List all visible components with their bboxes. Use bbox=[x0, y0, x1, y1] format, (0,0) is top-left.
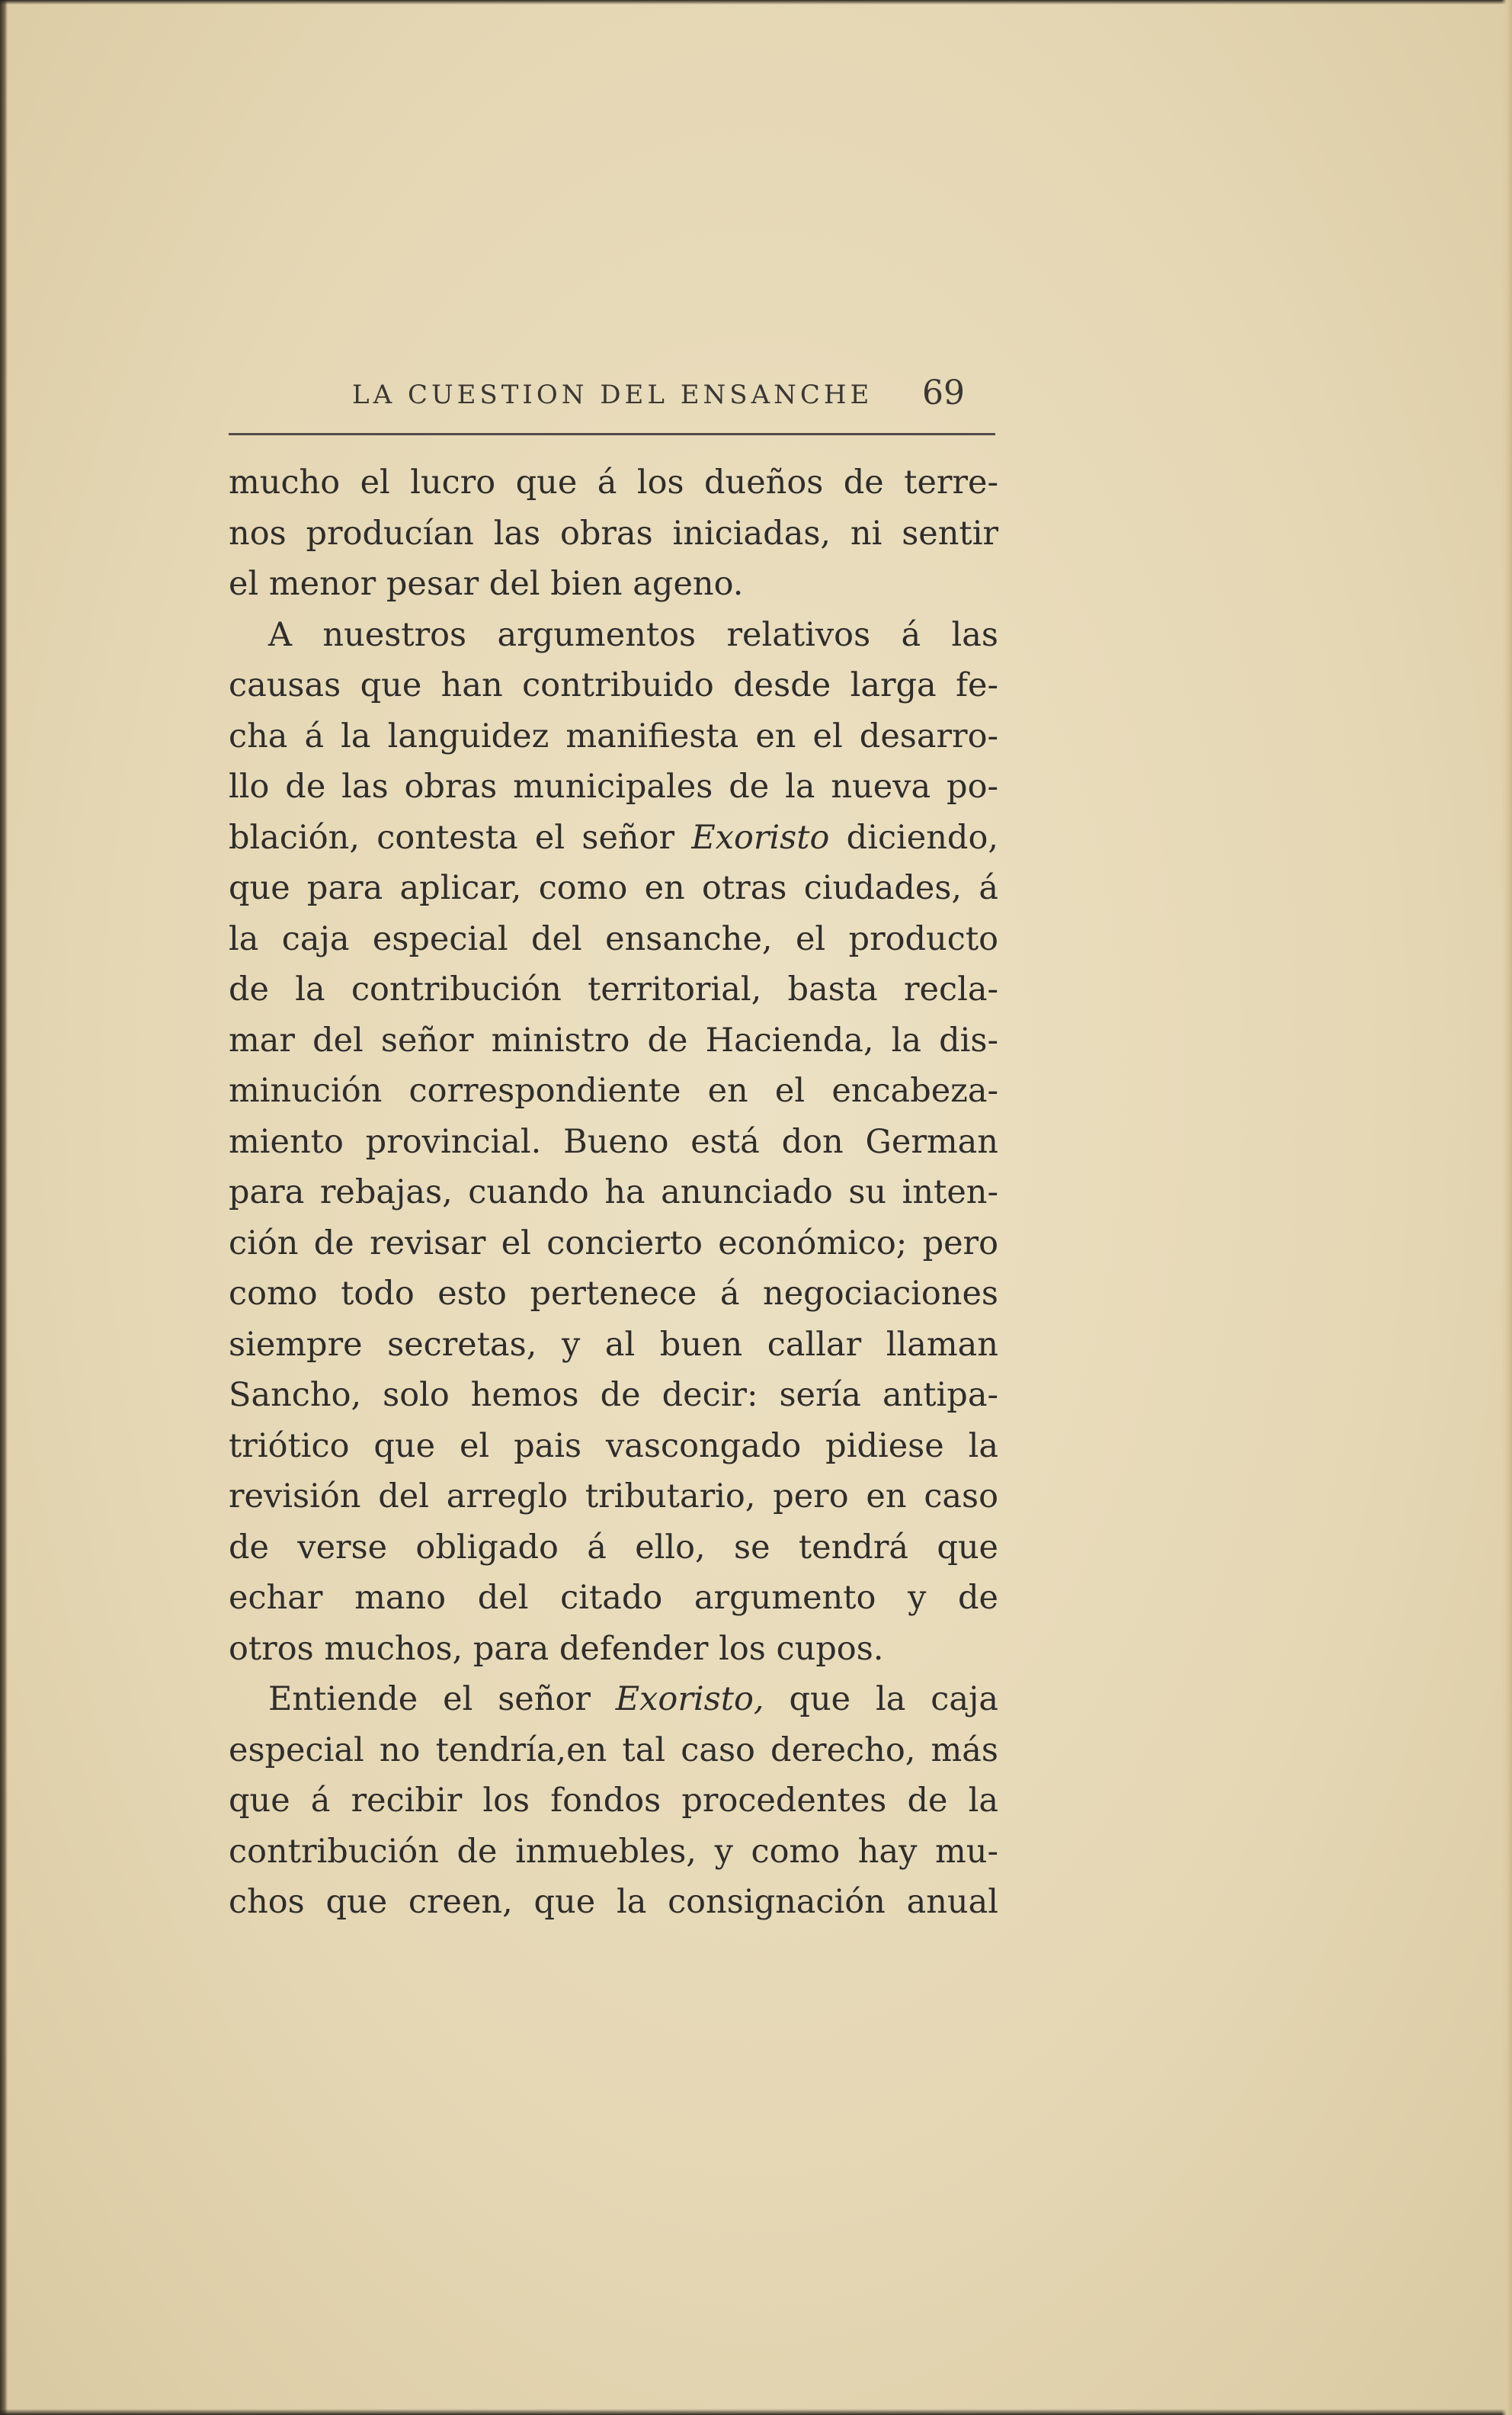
text-line: miento provincial. Bueno está don German bbox=[229, 1122, 998, 1161]
page-right-edge bbox=[1501, 0, 1512, 2415]
text-line: minución correspondiente en el encabeza- bbox=[229, 1072, 998, 1110]
header-rule bbox=[229, 433, 995, 435]
text-line: llo de las obras municipales de la nueva po- bbox=[229, 768, 998, 806]
body-text bbox=[229, 457, 998, 1928]
page-left-edge bbox=[0, 0, 8, 2415]
text-line: mar del señor ministro de Hacienda, la dis- bbox=[229, 1021, 998, 1060]
text-line: ción de revisar el concierto económico; pero bbox=[229, 1224, 998, 1262]
text-fragment: que la caja bbox=[789, 1680, 998, 1718]
text-line: siempre secretas, y al buen callar llaman bbox=[229, 1325, 998, 1364]
text-line: como todo esto pertenece á negociaciones bbox=[229, 1275, 998, 1313]
text-line: de la contribución territorial, basta recla- bbox=[229, 970, 998, 1009]
page-top-edge bbox=[0, 0, 1512, 5]
text-line: que para aplicar, como en otras ciudades, á bbox=[229, 869, 998, 907]
text-line: echar mano del citado argumento y de bbox=[229, 1579, 998, 1617]
italic-name: Exoristo bbox=[691, 818, 830, 857]
text-line: especial no tendría,en tal caso derecho, más bbox=[229, 1730, 998, 1769]
text-line: contribución de inmuebles, y como hay mu- bbox=[229, 1832, 998, 1871]
text-line: causas que han contribuido desde larga fe- bbox=[229, 666, 998, 704]
text-line: revisión del arreglo tributario, pero en caso bbox=[229, 1477, 998, 1515]
text-fragment: blación, contesta el señor bbox=[229, 818, 675, 857]
text-line: mucho el lucro que á los dueños de terre- bbox=[229, 463, 998, 502]
text-line: nos producían las obras iniciadas, ni sentir bbox=[229, 514, 998, 553]
text-line: otros muchos, para defender los cupos. bbox=[229, 1629, 884, 1668]
running-head: LA CUESTION DEL ENSANCHE bbox=[352, 380, 873, 410]
page-bottom-edge bbox=[0, 2409, 1512, 2415]
text-line: Sancho, solo hemos de decir: sería antipa- bbox=[229, 1376, 998, 1414]
italic-name: Exoristo, bbox=[615, 1680, 764, 1718]
page-header bbox=[229, 374, 995, 419]
text-line: A nuestros argumentos relativos á las bbox=[268, 615, 998, 654]
text-line: cha á la languidez manifiesta en el desarro- bbox=[229, 717, 998, 755]
text-fragment: diciendo, bbox=[846, 818, 999, 857]
page-number: 69 bbox=[922, 374, 965, 412]
text-line: chos que creen, que la consignación anual bbox=[229, 1883, 998, 1921]
text-line bbox=[229, 1674, 998, 1725]
text-line: que á recibir los fondos procedentes de la bbox=[229, 1782, 998, 1820]
text-line bbox=[229, 813, 998, 864]
text-line: para rebajas, cuando ha anunciado su inten- bbox=[229, 1173, 998, 1211]
text-line: la caja especial del ensanche, el producto bbox=[229, 919, 998, 958]
text-fragment: Entiende el señor bbox=[268, 1680, 591, 1718]
text-line: el menor pesar del bien ageno. bbox=[229, 565, 744, 603]
text-line: de verse obligado á ello, se tendrá que bbox=[229, 1528, 998, 1567]
text-line: triótico que el pais vascongado pidiese la bbox=[229, 1426, 998, 1465]
